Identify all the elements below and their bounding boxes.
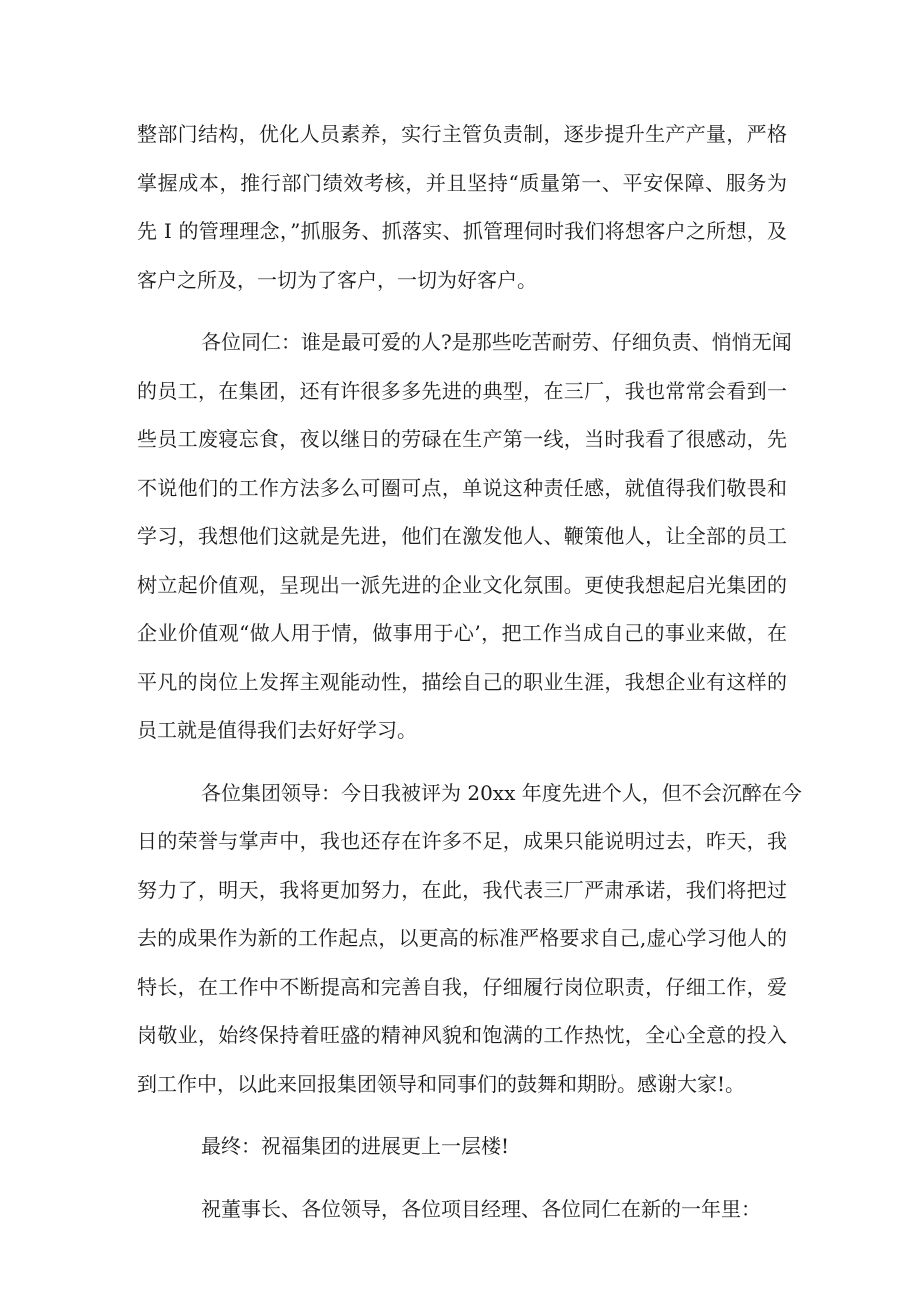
text-line: 岗敬业，始终保持着旺盛的精神风貌和饱满的工作热忱，全心全意的投入 xyxy=(137,1023,787,1047)
text-line: 各位同仁：谁是最可爱的人?是那些吃苦耐劳、仔细负责、悄悄无闻 xyxy=(201,330,792,354)
text-line: 企业价值观“做人用于情，做事用于心’，把工作当成自己的事业来做，在 xyxy=(137,621,787,645)
paragraph-gap xyxy=(137,1108,787,1122)
text-line: 各位集团领导：今日我被评为 20xx 年度先进个人，但不会沉醉在今 xyxy=(201,780,802,805)
paragraph-gap xyxy=(137,755,787,769)
paragraph-management xyxy=(137,110,787,304)
text-line: 努力了，明天，我将更加努力，在此，我代表三厂严肃承诺，我们将把过 xyxy=(137,877,787,902)
text-line: 祝董事长、各位领导，各位项目经理、各位同仁在新的一年里： xyxy=(201,1196,761,1221)
paragraph-colleagues xyxy=(137,318,792,755)
text-line: 树立起价值观，呈现出一派先进的企业文化氛围。更使我想起启光集团的 xyxy=(137,572,787,597)
paragraph-wishes xyxy=(137,1185,787,1234)
text-line: 不说他们的工作方法多么可圈可点，单说这种责任感，就值得我们敬畏和 xyxy=(137,475,787,500)
text-line: 的员工，在集团，还有许很多多先进的典型，在三厂，我也常常会看到一 xyxy=(137,378,787,403)
text-line: 平凡的岗位上发挥主观能动性，描绘自己的职业生涯，我想企业有这样的 xyxy=(137,669,787,694)
document-body xyxy=(137,110,802,1233)
text-line: 先 I 的管理理念，”抓服务、抓落实、抓管理伺时我们将想客户之所想，及 xyxy=(137,219,787,243)
text-line: 日的荣誉与掌声中，我也还存在许多不足，成果只能说明过去，昨天，我 xyxy=(137,829,787,853)
text-line: 掌握成本，推行部门绩效考核，并且坚持“质量第一、平安保障、服务为 xyxy=(137,170,787,195)
text-line: 到工作中，以此来回报集团领导和同事们的鼓舞和期盼。感谢大家!。 xyxy=(137,1071,746,1096)
paragraph-closing xyxy=(137,1122,787,1171)
text-line: 最终：祝福集团的进展更上一层楼! xyxy=(201,1134,510,1158)
text-line: 学习，我想他们这就是先进，他们在激发他人、鞭策他人，让全部的员工 xyxy=(137,524,787,548)
paragraph-gap xyxy=(137,1171,787,1185)
text-line: 去的成果作为新的工作起点，以更高的标准严格要求自己,虚心学习他人的 xyxy=(137,926,787,950)
text-line: 特长，在工作中不断提高和完善自我，仔细履行岗位职责，仔细工作，爱 xyxy=(137,974,787,999)
text-line: 客户之所及，一切为了客户，一切为好客户。 xyxy=(137,267,537,292)
text-line: 员工就是值得我们去好好学习。 xyxy=(137,718,417,742)
paragraph-leaders xyxy=(137,769,802,1109)
text-line: 些员工废寝忘食，夜以继日的劳碌在生产第一线，当时我看了很感动，先 xyxy=(137,427,787,451)
text-line: 整部门结构，优化人员素养，实行主管负责制，逐步提升生产产量，严格 xyxy=(137,122,787,146)
paragraph-gap xyxy=(137,304,787,318)
